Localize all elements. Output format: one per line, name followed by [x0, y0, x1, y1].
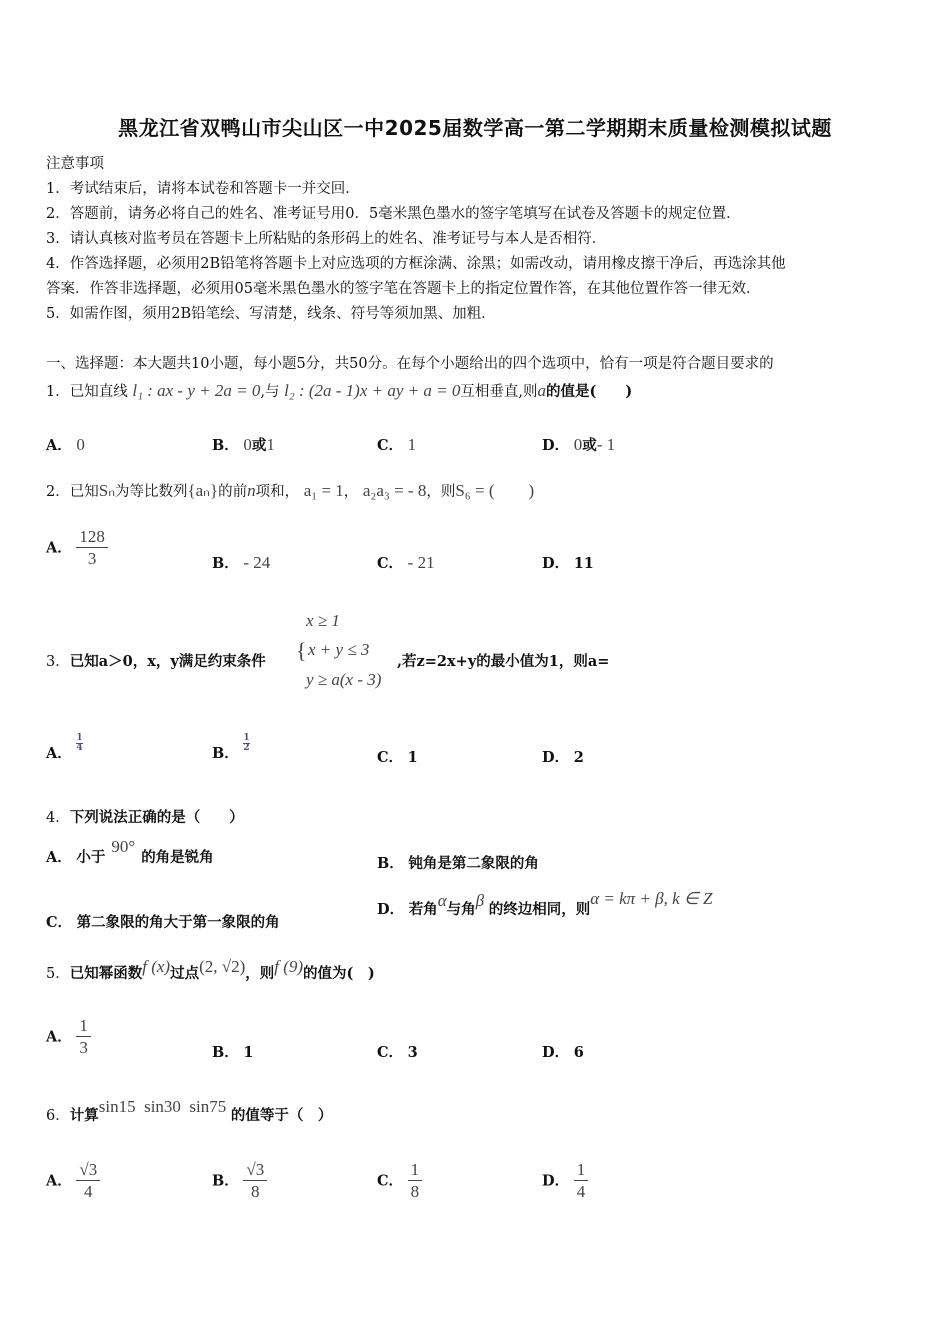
question-3-tail: ,若z=2x+y的最小值为1，则a=	[397, 653, 610, 670]
notice-item: 4．作答选择题，必须用2B铅笔将答题卡上对应选项的方框涂满、涂黑；如需改动，请用橡皮擦干净后，再选涂其他	[46, 256, 786, 272]
notice-item: 3．请认真核对监考员在答题卡上所粘贴的条形码上的姓名、准考证号与本人是否相符．	[46, 231, 607, 247]
notice-item: 5．如需作图，须用2B铅笔绘、写清楚，线条、符号等须加黑、加粗．	[46, 306, 496, 322]
option-d[interactable]: D． 若角α与角β 的终边相同，则α = kπ + β, k ∈ Z	[377, 889, 713, 918]
option-a[interactable]: A． 0	[46, 435, 85, 454]
question-1: 1．已知直线 l₁ : ax - y + 2a = 0,与 l₂ : (2a - 1)x + ay + a = 0互相垂直,则a的值是( )	[46, 381, 633, 400]
notice-item: 答案．作答非选择题，必须用05毫米黑色墨水的签字笔在答题卡上的指定位置作答，在其他位置作答一律无效．	[46, 281, 761, 297]
question-number: 1．	[46, 384, 70, 400]
option-b[interactable]: B． $\frac{√3}{8}$	[212, 1160, 267, 1203]
notice-item: 1．考试结束后，请将本试卷和答题卡一并交回．	[46, 181, 360, 197]
option-b[interactable]: B． 0或1	[212, 435, 275, 454]
option-d[interactable]: D． $\frac{1}{4}$	[542, 1160, 588, 1203]
question-3: 3．已知a＞0，x，y满足约束条件	[46, 653, 266, 670]
question-6: 6．计算sin15 sin30 sin75 的值等于（ ）	[46, 1097, 333, 1124]
option-c[interactable]: C． 第二象限的角大于第一象限的角	[46, 914, 280, 931]
option-d[interactable]: D． 11	[542, 555, 594, 572]
option-a[interactable]: A． $\frac{1}{3}$	[46, 1016, 91, 1059]
option-c[interactable]: C． $\frac{1}{8}$	[377, 1160, 422, 1203]
option-d[interactable]: D． 2	[542, 749, 584, 766]
option-c[interactable]: C． - 21	[377, 553, 435, 572]
question-5: 5．已知幂函数f (x)过点(2, √2)，则f (9)的值为( )	[46, 957, 375, 982]
option-b[interactable]: B． $\frac{1}{2}$	[212, 732, 250, 762]
option-a[interactable]: A． $\frac{1}{4}$	[46, 732, 83, 762]
option-b[interactable]: B． 1	[212, 1044, 254, 1061]
page-title: 黑龙江省双鸭山市尖山区一中2025届数学高一第二学期期末质量检测模拟试题	[118, 116, 832, 140]
notice-heading: 注意事项	[46, 156, 104, 172]
section-heading: 一、选择题：本大题共10小题，每小题5分，共50分。在每个小题给出的四个选项中，恰有一项是符合题目要求的	[46, 356, 774, 372]
option-c[interactable]: C． 3	[377, 1044, 418, 1061]
line-l1: l₁ : ax - y + 2a = 0	[132, 381, 261, 400]
question-4: 4．下列说法正确的是（ ）	[46, 809, 244, 826]
option-a[interactable]: A． 小于90°的角是锐角	[46, 837, 214, 866]
question-2: 2．已知Sₙ为等比数列{aₙ}的前n项和， a₁ = 1， a₂a₃ = - 8，则S₆ = ( )	[46, 481, 535, 500]
constraint-1: x ≥ 1	[306, 611, 340, 630]
option-d[interactable]: D． 0或- 1	[542, 435, 616, 454]
line-l2: l₂ : (2a - 1)x + ay + a = 0	[284, 381, 461, 400]
option-c[interactable]: C． 1	[377, 749, 418, 766]
constraint-3: y ≥ a(x - 3)	[306, 670, 382, 689]
option-d[interactable]: D． 6	[542, 1044, 584, 1061]
brace-icon: {	[296, 638, 307, 663]
constraint-2: x + y ≤ 3	[308, 640, 370, 659]
option-b[interactable]: B． 钝角是第二象限的角	[377, 855, 539, 872]
option-a[interactable]: A． $\frac{√3}{4}$	[46, 1160, 100, 1203]
option-b[interactable]: B． - 24	[212, 553, 271, 572]
notice-item: 2．答题前，请务必将自己的姓名、准考证号用0．5毫米黑色墨水的签字笔填写在试卷及答题卡的规定位置．	[46, 206, 741, 222]
option-c[interactable]: C． 1	[377, 435, 417, 454]
option-a[interactable]: A． $\frac{128}{3}$	[46, 527, 108, 570]
